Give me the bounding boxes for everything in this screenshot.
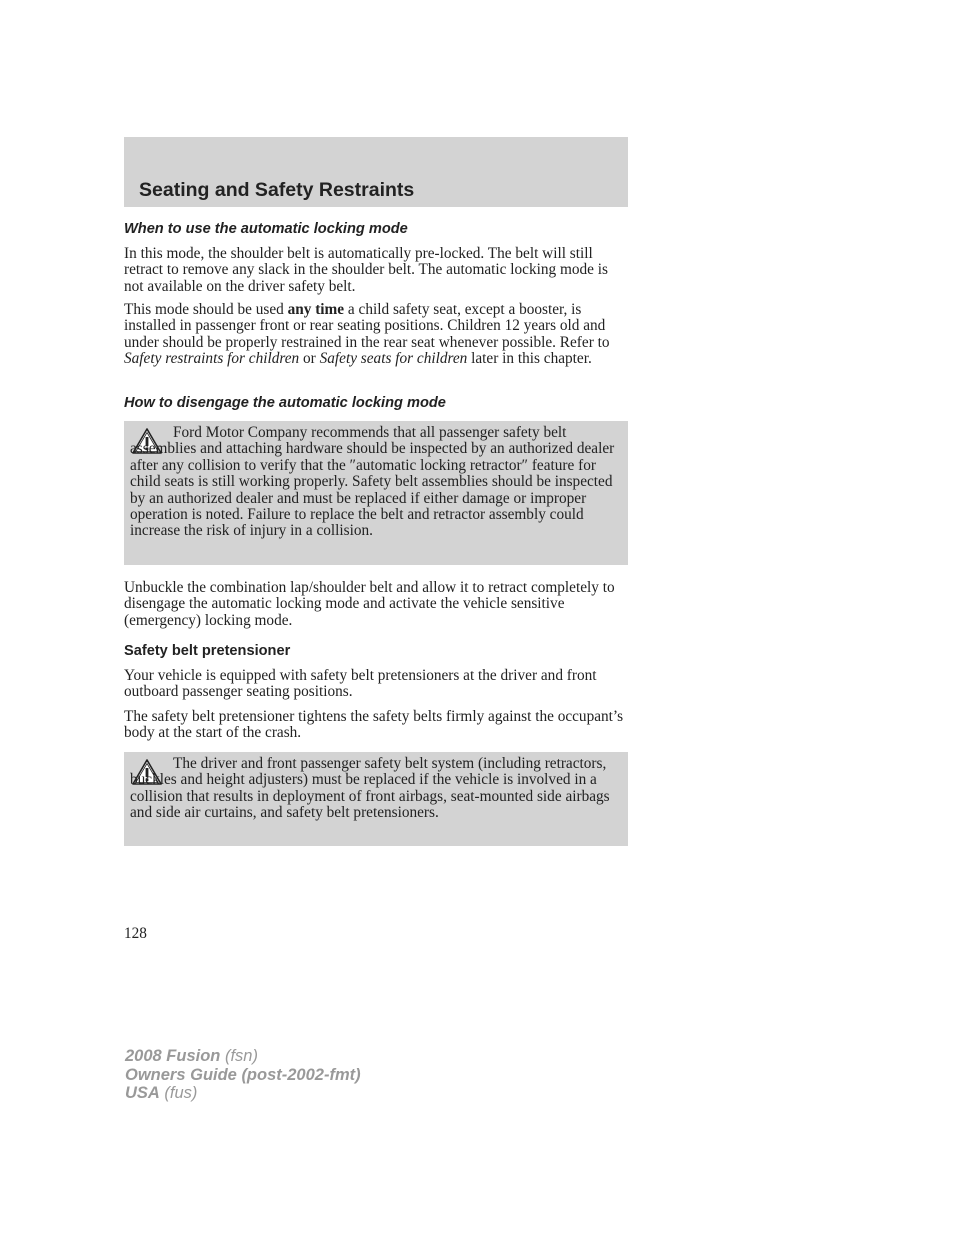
text-run: or [299, 350, 320, 368]
text-run: later in this chapter. [467, 350, 592, 368]
warning-box-inspection [124, 421, 628, 565]
warning-text-inspection: Ford Motor Company recommends that all passenger safety belt assemblies and attaching hardware should be inspected by an authorized dealer after any collision to verify that the ″automatic locking retractor″ feature for child seats is still working properly. Safety belt assemblies should be inspected by an authorized dealer and must be replaced if either damage or improper operation is noted. Failure to replace the belt and retractor assembly could increase the risk of injury in a collision. [130, 424, 615, 540]
paragraph-pretensioner-function: The safety belt pretensioner tightens the safety belts firmly against the occupant’s body at the start of the crash. [124, 708, 624, 742]
paragraph-unbuckle: Unbuckle the combination lap/shoulder belt and allow it to retract completely to disengage the automatic locking mode and activate the vehicle sensitive (emergency) locking mode. [124, 579, 615, 629]
paragraph-locking-mode-intro: In this mode, the shoulder belt is automatically pre-locked. The belt will still retract to remove any slack in the shoulder belt. The automatic locking mode is not available on the driver safety belt. [124, 245, 608, 295]
page-number: 128 [124, 925, 147, 942]
reference-safety-seats-for-children: Safety seats for children [319, 350, 468, 368]
page-title: Seating and Safety Restraints [139, 179, 415, 201]
warning-text-pretensioner: The driver and front passenger safety belt system (including retractors, buckles and height adjusters) must be replaced if the vehicle is involved in a collision that results in deployment of front airbags, seat-mounted side airbags and side air curtains, and safety belt pretensioners. [130, 755, 610, 822]
paragraph-when-to-use [124, 302, 628, 368]
emphasis-any-time: any time [287, 301, 345, 318]
heading-when-to-use: When to use the automatic locking mode [124, 221, 408, 237]
footer-guide: Owners Guide (post-2002-fmt) [125, 1065, 361, 1084]
heading-how-to-disengage: How to disengage the automatic locking mode [124, 395, 446, 411]
footer-line-model [125, 1047, 361, 1066]
text-run: This mode should be used [124, 301, 288, 318]
reference-safety-restraints-for-children: Safety restraints for children [124, 350, 300, 368]
paragraph-pretensioner-equipped: Your vehicle is equipped with safety belt pretensioners at the driver and front outboard passenger seating positions. [124, 667, 597, 701]
footer-market-code: (fus) [159, 1084, 198, 1102]
document-footer [125, 1047, 361, 1103]
section-header-band [124, 137, 628, 207]
footer-line-market [125, 1084, 361, 1103]
footer-model: 2008 Fusion [125, 1047, 221, 1065]
footer-model-code: (fsn) [220, 1047, 258, 1065]
text-run: a child safety seat, except a booster, is installed in passenger front or rear seating positions. Children 12 years old and under should be properly restrained in the rear seat whenever possible. Refer to [124, 301, 610, 351]
warning-box-pretensioner [124, 752, 628, 846]
footer-market: USA [125, 1084, 160, 1102]
heading-pretensioner: Safety belt pretensioner [124, 643, 291, 659]
footer-line-guide [125, 1066, 361, 1085]
